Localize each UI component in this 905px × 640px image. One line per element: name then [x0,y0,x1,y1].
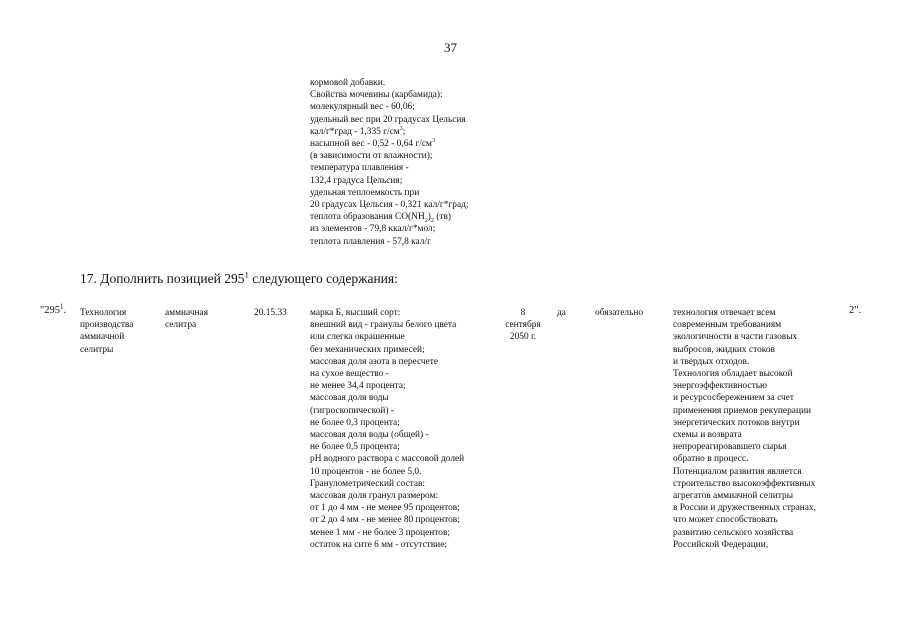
cell-line: Технология [80,308,127,318]
heading-prefix: 17. Дополнить позицией 295 [80,271,245,286]
cell-line: не более 0,3 процента; [310,417,400,428]
cell-line: селитры [80,344,114,355]
date-cell [497,307,549,344]
cell-line: без механических примесей; [310,344,425,355]
status-cell: обязательно [595,308,644,318]
cell-line: 2050 г. [509,332,537,343]
specification-cell [310,307,464,551]
cell-line: 8 [520,308,526,318]
cell-line: или слегка окрашенные [310,332,405,343]
text-line: 132,4 градуса Цельсия; [310,175,403,186]
cell-line: и ресурсосбережением за счет [673,393,795,404]
cell-line: 10 процентов - не более 5,0. [310,466,422,477]
technology-name-cell [80,307,133,356]
cell-line: экологичности в части газовых [673,332,798,343]
cell-line: обратно в процесс. [673,454,749,465]
cell-line: сентября [505,320,541,331]
cell-line: Технология обладает высокой [673,369,793,380]
text-line: удельная теплоемкость при [310,187,420,198]
text-fragment: ) [427,212,431,223]
cell-line: применения приемов рекуперации [673,405,811,416]
entry-number-text: "295 [40,305,61,316]
cell-line: внешний вид - гранулы белого цвета [310,320,457,331]
text-fragment: насыпной вес - 0,52 - 0,64 г/см [310,139,432,150]
text-line: (в зависимости от влажности); [310,151,433,162]
cell-line: схемы и возврата [673,430,742,441]
text-line: кормовой добавки. [310,78,386,88]
subscript: 2 [430,218,434,225]
cell-line: менее 1 мм - не более 3 процентов; [310,527,450,538]
text-line: Свойства мочевины (карбамида): [310,90,443,101]
cell-line: pH водного раствора с массовой долей [310,454,465,465]
text-line: удельный вес при 20 градусах Цельсия [310,114,466,125]
cell-line: Гранулометрический состав: [310,478,426,489]
flag-cell: да [557,308,566,318]
section-heading [80,271,398,287]
cell-line: в России и дружественных странах, [673,503,816,514]
cell-line: аммиачной [80,332,125,343]
text-line [310,138,469,150]
cell-line: не менее 34,4 процента; [310,381,406,392]
text-line [310,126,469,138]
cell-line: энергоэффективностью [673,381,767,392]
cell-line: непрореагировавшего сырья [673,442,787,453]
cell-line: строительство высокоэффективных [673,478,816,489]
heading-suffix: следующего содержания: [248,271,398,286]
text-line: 20 градусах Цельсия - 0,321 кал/г*град; [310,200,469,211]
cell-line: на сухое вещество - [310,369,389,380]
entry-number-dot: . [63,305,67,316]
superscript: 3 [431,137,436,144]
text-fragment: ; [402,126,406,137]
cell-line: остаток на сите 6 мм - отсутствие; [310,539,447,550]
text-fragment: теплота образования CO(NH [310,212,425,223]
okpd-code-cell: 20.15.33 [254,308,287,318]
cell-line: Российской Федерации, [673,539,769,550]
description-cell [673,307,816,551]
cell-line: технология отвечает всем [673,308,776,318]
cell-line: массовая доля азота в пересчете [310,356,439,367]
cell-line: селитра [165,320,197,331]
entry-end-mark: 2". [849,305,862,316]
cell-line: агрегатов аммиачной селитры [673,491,793,502]
text-fragment: кал/г*град - 1,335 г/см [310,126,400,137]
text-line: молекулярный вес - 60,06; [310,102,415,113]
heading-superscript: 1 [244,269,249,280]
cell-line: марка Б, высший сорт: [310,308,401,318]
cell-line: развитию сельского хозяйства [673,527,794,538]
cell-line: аммиачная [165,308,209,318]
cell-line: производства [80,320,134,331]
cell-line: не более 0,5 процента; [310,442,400,453]
cell-line: массовая доля воды [310,393,389,404]
page-number: 37 [444,40,457,55]
cell-line: выбросов, жидких стоков [673,344,775,355]
cell-line: Потенциалом развития является [673,466,802,477]
text-line: температура плавления - [310,163,409,174]
entry-number [40,305,66,317]
cell-line: массовая доля гранул размером: [310,491,439,502]
text-fragment: (тв) [433,212,452,223]
subscript: 2 [424,218,428,225]
cell-line: от 1 до 4 мм - не менее 95 процентов; [310,503,460,514]
urea-properties-block [310,77,469,248]
cell-line: от 2 до 4 мм - не менее 80 процентов; [310,515,460,526]
text-line: теплота плавления - 57,8 кал/г [310,236,431,247]
product-cell [165,307,208,331]
cell-line: энергетических потоков внутри [673,417,800,428]
cell-line: и твердых отходов. [673,356,750,367]
text-line: из элементов - 79,8 ккал/г*мол; [310,224,436,235]
cell-line: (гигроскопической) - [310,405,395,416]
cell-line: что может способствовать [673,515,778,526]
entry-number-superscript: 1 [60,303,64,311]
text-line [310,211,469,223]
superscript: 3 [399,125,403,132]
cell-line: массовая доля воды (общей) - [310,430,429,441]
cell-line: современным требованиям [673,320,782,331]
